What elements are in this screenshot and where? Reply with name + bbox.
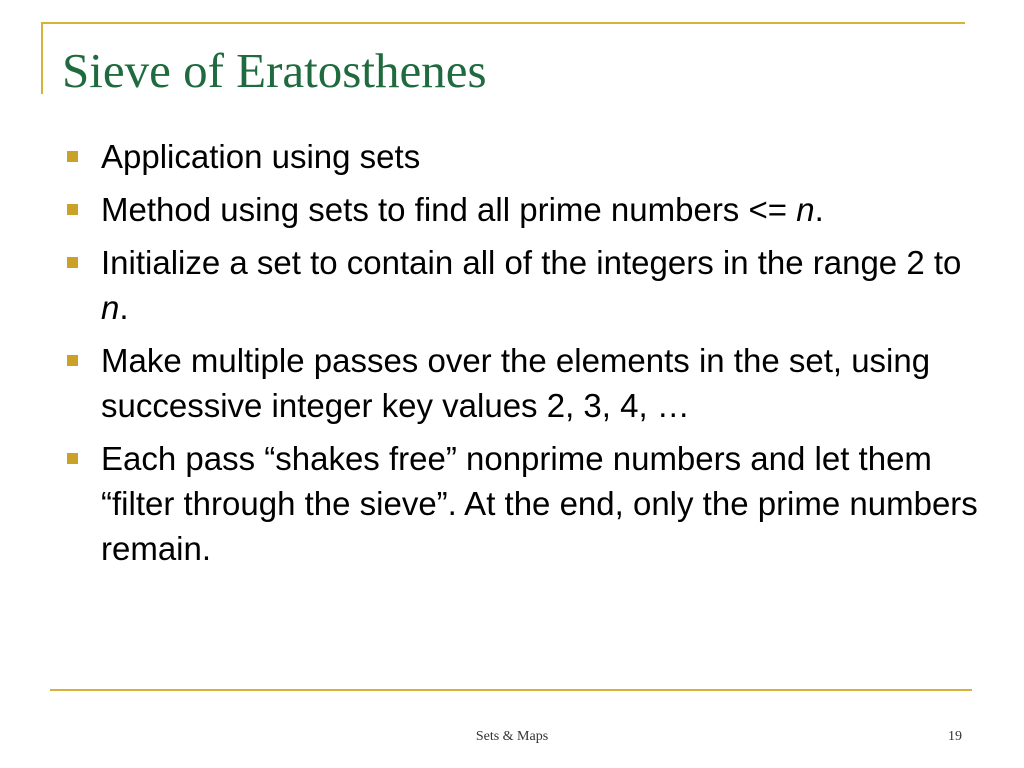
bullet-text-part: . bbox=[814, 191, 824, 228]
bullet-text-italic: n bbox=[101, 289, 120, 326]
bullet-text-part: Initialize a set to contain all of the integers in the range 2 to bbox=[101, 244, 962, 281]
bullet-item bbox=[0, 436, 1024, 571]
slide-title: Sieve of Eratosthenes bbox=[62, 43, 487, 98]
bullet-text: Application using sets bbox=[101, 138, 421, 175]
bullet-text bbox=[101, 187, 984, 232]
bullet-text-part: Method using sets to find all prime numbers <= bbox=[101, 191, 797, 228]
bullet-item bbox=[0, 240, 1024, 330]
square-bullet-icon bbox=[67, 257, 78, 268]
frame-top-line bbox=[41, 22, 965, 24]
square-bullet-icon bbox=[67, 453, 78, 464]
frame-vertical-line bbox=[41, 22, 43, 94]
bullet-text bbox=[101, 240, 984, 330]
bullet-item bbox=[0, 338, 1024, 428]
page-number: 19 bbox=[948, 729, 962, 744]
bullet-item bbox=[0, 187, 1024, 232]
bullet-text: Make multiple passes over the elements in the set, using successive integer key values 2, 3, 4, … bbox=[101, 342, 931, 424]
bullet-text: Each pass “shakes free” nonprime numbers and let them “filter through the sieve”. At the end, only the prime numbers remain. bbox=[101, 440, 978, 567]
footer-title: Sets & Maps bbox=[475, 729, 549, 744]
footer-divider-line bbox=[50, 689, 972, 691]
bullet-text-part: . bbox=[119, 289, 129, 326]
square-bullet-icon bbox=[67, 204, 78, 215]
square-bullet-icon bbox=[67, 355, 78, 366]
bullet-text-italic: n bbox=[796, 191, 815, 228]
bullet-list bbox=[0, 134, 1024, 579]
square-bullet-icon bbox=[67, 151, 78, 162]
bullet-item bbox=[0, 134, 1024, 179]
